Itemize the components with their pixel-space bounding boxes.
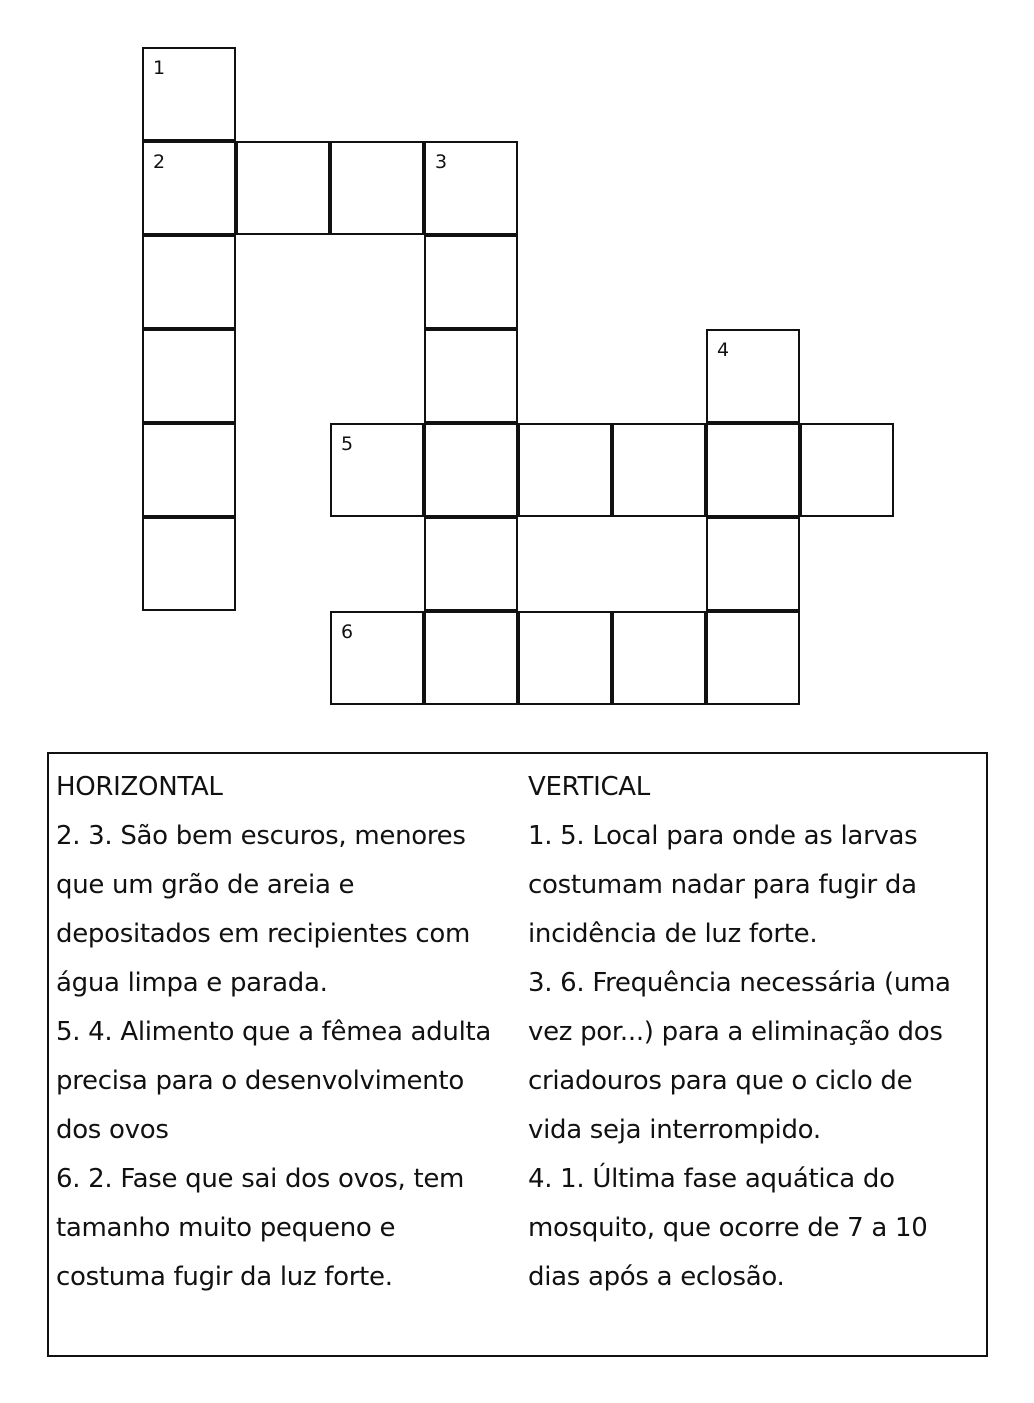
horizontal-clue-line: dos ovos xyxy=(56,1115,169,1145)
crossword-cell[interactable] xyxy=(142,329,236,423)
crossword-cell[interactable] xyxy=(330,611,424,705)
clue-number: 5 xyxy=(341,433,354,455)
vertical-clue-line: dias após a eclosão. xyxy=(528,1262,785,1292)
vertical-clue-line: 1. 5. Local para onde as larvas xyxy=(528,821,918,851)
vertical-clue-line: 4. 1. Última fase aquática do xyxy=(528,1164,895,1194)
crossword-cell[interactable] xyxy=(424,423,518,517)
horizontal-heading: HORIZONTAL xyxy=(56,772,223,802)
crossword-cell[interactable] xyxy=(330,423,424,517)
horizontal-clue-line: precisa para o desenvolvimento xyxy=(56,1066,464,1096)
crossword-cell[interactable] xyxy=(142,517,236,611)
crossword-cell[interactable] xyxy=(424,235,518,329)
vertical-clue-line: costumam nadar para fugir da xyxy=(528,870,917,900)
crossword-cell[interactable] xyxy=(612,423,706,517)
crossword-cell[interactable] xyxy=(236,141,330,235)
crossword-cell[interactable] xyxy=(330,141,424,235)
horizontal-clue-line: 5. 4. Alimento que a fêmea adulta xyxy=(56,1017,492,1047)
crossword-cell[interactable] xyxy=(142,423,236,517)
clues-box xyxy=(47,752,988,1357)
crossword-cell[interactable] xyxy=(142,47,236,141)
vertical-clue-line: 3. 6. Frequência necessária (uma xyxy=(528,968,951,998)
crossword-cell[interactable] xyxy=(424,329,518,423)
crossword-cell[interactable] xyxy=(142,235,236,329)
crossword-cell[interactable] xyxy=(142,141,236,235)
crossword-cell[interactable] xyxy=(706,423,800,517)
vertical-clues xyxy=(528,763,988,1302)
vertical-clue-line: mosquito, que ocorre de 7 a 10 xyxy=(528,1213,928,1243)
crossword-cell[interactable] xyxy=(800,423,894,517)
horizontal-clues xyxy=(56,763,521,1302)
vertical-clue-line: vida seja interrompido. xyxy=(528,1115,821,1145)
crossword-cell[interactable] xyxy=(424,517,518,611)
crossword-cell[interactable] xyxy=(424,611,518,705)
crossword-cell[interactable] xyxy=(518,611,612,705)
horizontal-clue-line: que um grão de areia e xyxy=(56,870,355,900)
crossword-cell[interactable] xyxy=(706,329,800,423)
crossword-cell[interactable] xyxy=(706,517,800,611)
horizontal-clue-line: água limpa e parada. xyxy=(56,968,328,998)
vertical-clue-line: criadouros para que o ciclo de xyxy=(528,1066,913,1096)
vertical-heading: VERTICAL xyxy=(528,772,650,802)
clue-number: 1 xyxy=(153,57,166,79)
crossword-cell[interactable] xyxy=(706,611,800,705)
horizontal-clue-line: 6. 2. Fase que sai dos ovos, tem xyxy=(56,1164,465,1194)
clue-number: 6 xyxy=(341,621,354,643)
horizontal-clue-line: tamanho muito pequeno e xyxy=(56,1213,396,1243)
clue-number: 4 xyxy=(717,339,730,361)
horizontal-clue-line: costuma fugir da luz forte. xyxy=(56,1262,393,1292)
crossword-cell[interactable] xyxy=(424,141,518,235)
horizontal-clue-line: depositados em recipientes com xyxy=(56,919,470,949)
clue-number: 2 xyxy=(153,151,166,173)
crossword-cell[interactable] xyxy=(612,611,706,705)
vertical-clue-line: vez por...) para a eliminação dos xyxy=(528,1017,943,1047)
horizontal-clue-line: 2. 3. São bem escuros, menores xyxy=(56,821,466,851)
crossword-cell[interactable] xyxy=(518,423,612,517)
vertical-clue-line: incidência de luz forte. xyxy=(528,919,818,949)
clue-number: 3 xyxy=(435,151,448,173)
